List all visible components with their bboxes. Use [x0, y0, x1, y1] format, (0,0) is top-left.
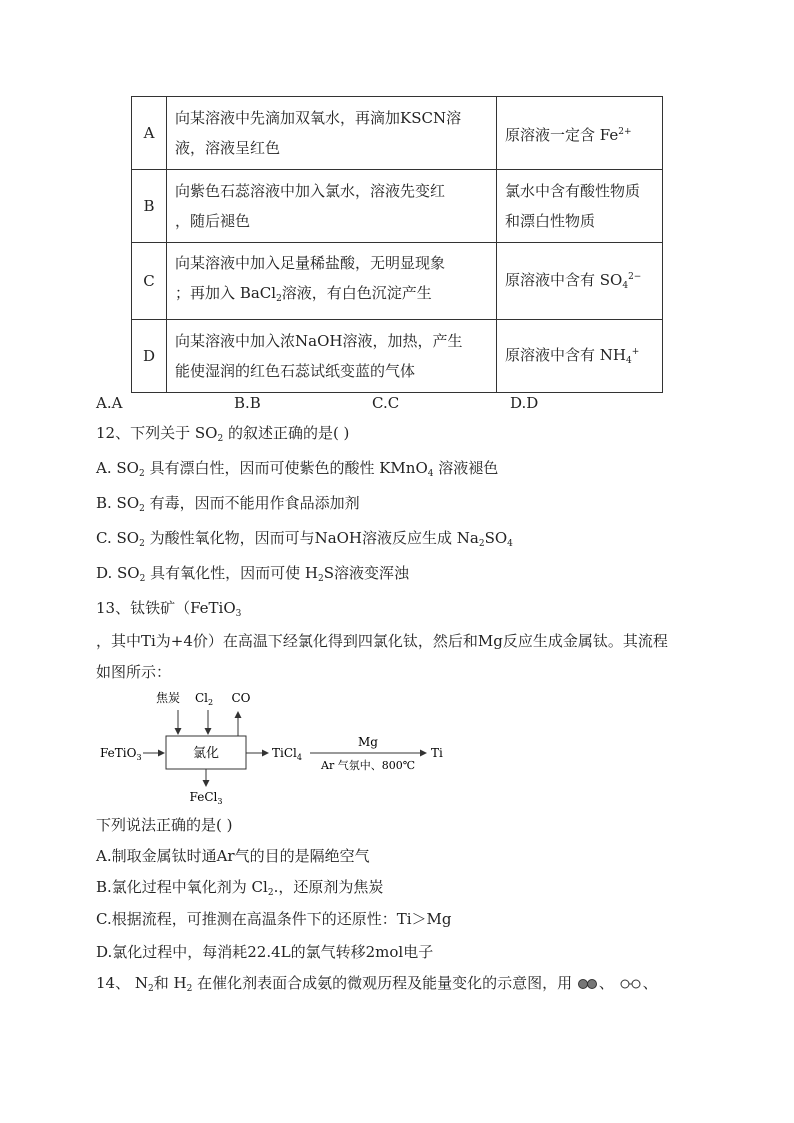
table-row [132, 170, 663, 243]
q12-stem: 12、下列关于 $SO_2$ 的叙述正确的是( ) [96, 424, 350, 444]
q13-stem-line2: ，其中Ti为+4价）在高温下经氯化得到四氯化钛，然后和Mg反应生成金属钛。其流程 [96, 632, 668, 650]
q11-choice-c: C.C [372, 394, 400, 412]
q13-option-d: D.氯化过程中，每消耗22.4L的氯气转移2mol电子 [96, 943, 434, 961]
q12-option-b: B. $SO_2$ 有毒，因而不能用作食品添加剂 [96, 494, 360, 514]
table-row [132, 97, 663, 170]
q13-stem-line1: 13、钛铁矿（FeTiO$_3$ [96, 599, 242, 619]
table-row [132, 243, 663, 320]
fecl3-label: FeCl$_3$ [189, 790, 223, 806]
q11-table [131, 96, 663, 393]
chlorine-label: $Cl_2$ [194, 691, 214, 707]
ticl4-label: TiCl$_4$ [272, 746, 302, 762]
q13-option-a: A.制取金属钛时通Ar气的目的是隔绝空气 [96, 847, 370, 865]
q13-option-c: C.根据流程，可推测在高温条件下的还原性：Ti＞Mg [96, 910, 452, 928]
q14-stem: 14、 $N_2$和 $H_2$ 在催化剂表面合成氨的微观历程及能量变化的示意图，用 、 、 [96, 974, 658, 994]
coke-label: 焦炭 [155, 691, 181, 705]
condition-label: Ar 气氛中、800℃ [321, 759, 415, 772]
experiment-cell: 向某溶液中加入浓NaOH溶液，加热，产生 能使湿润的红色石蕊试纸变蓝的气体 [167, 320, 497, 393]
q11-choice-b: B.B [234, 394, 261, 412]
q13-ask: 下列说法正确的是( ) [96, 816, 233, 834]
ti-label: Ti [431, 746, 443, 760]
q12-option-d: D. $SO_2$ 具有氧化性，因而可使 $H_2S$溶液变浑浊 [96, 564, 409, 584]
option-cell: D [132, 320, 167, 393]
fetio3-label: FeTiO$_3$ [100, 746, 142, 762]
q11-choice-a: A.A [96, 394, 123, 412]
mg-label: Mg [358, 735, 378, 749]
option-cell: C [132, 243, 167, 320]
q13-stem-line3: 如图所示： [96, 663, 172, 681]
q11-choice-d: D.D [510, 394, 539, 412]
q12-option-a: A. $SO_2$ 具有漂白性，因而可使紫色的酸性 KMnO$_4$ 溶液褪色 [96, 459, 499, 479]
experiment-cell: 向某溶液中先滴加双氧水，再滴加KSCN溶 液，溶液呈红色 [167, 97, 497, 170]
conclusion-cell: 氯水中含有酸性物质 和漂白性物质 [496, 170, 662, 243]
experiment-cell: 向紫色石蕊溶液中加入氯水，溶液先变红 ，随后褪色 [167, 170, 497, 243]
conclusion-cell: 原溶液一定含 $Fe^{2+}$ [496, 97, 662, 170]
n2-molecule-icon [577, 978, 599, 990]
table-row [132, 320, 663, 393]
chlorination-label: 氯化 [192, 746, 220, 761]
option-cell: B [132, 170, 167, 243]
conclusion-cell: 原溶液中含有 $NH_4^+$ [496, 320, 662, 393]
option-cell: A [132, 97, 167, 170]
conclusion-cell: 原溶液中含有 $SO_4^{2-}$ [496, 243, 662, 320]
experiment-cell: 向某溶液中加入足量稀盐酸，无明显现象 ；再加入 BaCl$_2$溶液，有白色沉淀产生 [167, 243, 497, 320]
h2-molecule-icon [619, 978, 643, 990]
q12-option-c: C. $SO_2$ 为酸性氧化物，因而可与NaOH溶液反应生成 $Na_2SO_4$ [96, 529, 513, 549]
q13-flowchart [96, 686, 456, 806]
q13-option-b: B.氯化过程中氧化剂为 $Cl_2$.，还原剂为焦炭 [96, 878, 384, 898]
co-label: CO [231, 691, 251, 705]
